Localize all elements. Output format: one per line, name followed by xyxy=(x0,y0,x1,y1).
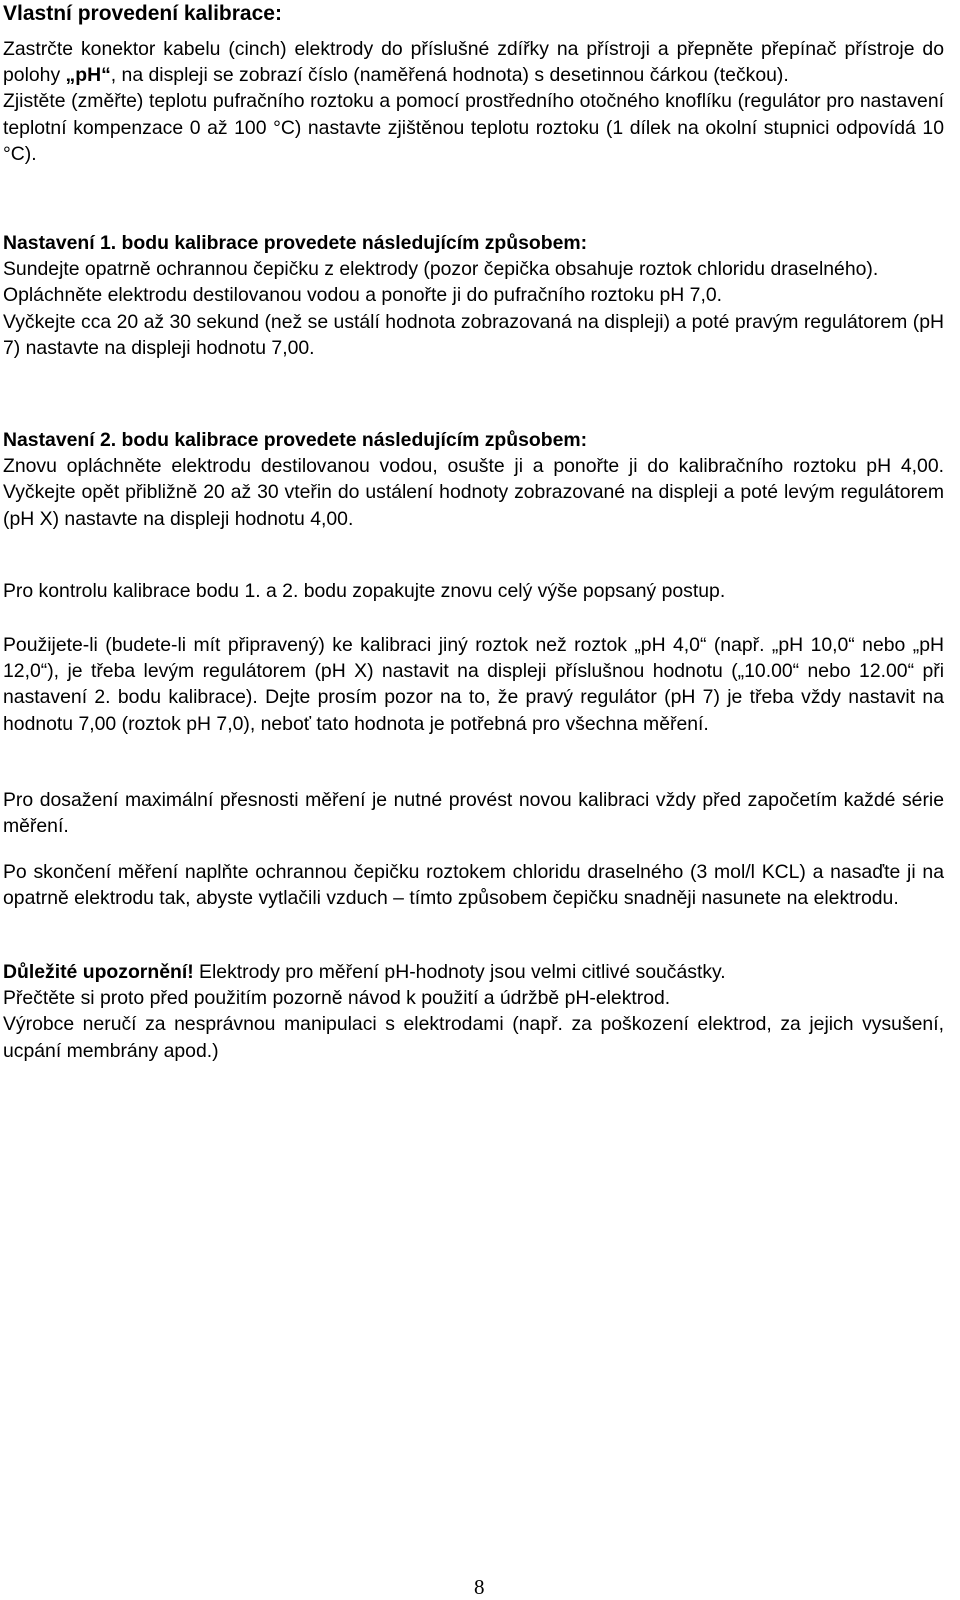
heading-section xyxy=(3,0,944,26)
step1-paragraph-1: Sundejte opatrně ochrannou čepičku z elektrody (pozor čepička obsahuje roztok chloridu draselného). xyxy=(3,258,879,281)
warning-paragraph-1 xyxy=(3,959,944,985)
warning-section xyxy=(3,959,944,1064)
intro-section xyxy=(3,36,944,167)
step1-paragraph-2: Opláchněte elektrodu destilovanou vodou a ponořte ji do pufračního roztoku pH 7,0. xyxy=(3,284,723,307)
step1-title-text: Nastavení 1. bodu kalibrace provedete následujícím způsobem: xyxy=(3,232,588,254)
step1-title xyxy=(3,230,944,256)
intro-text-a: Zastrčte konektor kabelu (cinch) elektrody do příslušné zdířky na přístroji a přepněte přepínač přístroje do polohy xyxy=(3,38,944,87)
document-page xyxy=(3,0,944,1600)
control-paragraph: Pro kontrolu kalibrace bodu 1. a 2. bodu zopakujte znovu celý výše popsaný postup. xyxy=(3,580,726,602)
page-number: 8 xyxy=(474,1575,485,1599)
after-measurement-section xyxy=(3,859,944,911)
step2-title xyxy=(3,427,944,453)
warning-paragraph-2: Přečtěte si proto před použitím pozorně návod k použití a údržbě pH-elektrod. xyxy=(3,987,671,1010)
precision-paragraph: Pro dosažení maximální přesnosti měření je nutné provést novou kalibraci vždy před započetím každé série měření. xyxy=(3,789,944,838)
precision-section xyxy=(3,787,944,839)
step2-section xyxy=(3,427,944,532)
ph-position-label: „pH“ xyxy=(65,64,111,87)
intro-paragraph-2: Zjistěte (změřte) teplotu pufračního roztoku a pomocí prostředního otočného knoflíku (regulátor pro nastavení teplotní kompenzace 0 až 100 °C) nastavte zjištěnou teplotu roztoku (1 dílek na okolní stupnici odpovídá 10 °C). xyxy=(3,90,944,165)
warning-text-1: Elektrody pro měření pH-hodnoty jsou velmi citlivé součástky. xyxy=(193,961,726,983)
step1-section xyxy=(3,230,944,361)
after-measurement-paragraph: Po skončení měření naplňte ochrannou čepičku roztokem chloridu draselného (3 mol/l KCL) a nasaďte ji na opatrně elektrodu tak, abyste vytlačili vzduch – tímto způsobem čepičku snadněji nasunete na elektrodu. xyxy=(3,861,944,910)
step1-paragraph-3: Vyčkejte cca 20 až 30 sekund (než se ustálí hodnota zobrazovaná na displeji) a poté pravým regulátorem (pH 7) nastavte na displeji hodnotu 7,00. xyxy=(3,310,944,359)
step2-title-text: Nastavení 2. bodu kalibrace provedete následujícím způsobem: xyxy=(3,429,588,451)
page-heading: Vlastní provedení kalibrace: xyxy=(3,2,282,25)
warning-label: Důležité upozornění! xyxy=(3,961,194,983)
intro-text-b: , na displeji se zobrazí číslo (naměřená hodnota) s desetinnou čárkou (tečkou). xyxy=(110,64,789,87)
other-solution-section xyxy=(3,632,944,737)
warning-paragraph-3: Výrobce neručí za nesprávnou manipulaci s elektrodami (např. za poškození elektrod, za jejich vysušení, ucpání membrány apod.) xyxy=(3,1013,944,1062)
intro-paragraph-1 xyxy=(3,36,944,88)
step2-paragraph-1: Znovu opláchněte elektrodu destilovanou vodou, osušte ji a ponořte ji do kalibračního roztoku pH 4,00. Vyčkejte opět přibližně 20 až 30 vteřin do ustálení hodnoty zobrazované na displeji a poté levým regulátorem (pH X) nastavte na displeji hodnotu 4,00. xyxy=(3,455,944,530)
control-section xyxy=(3,578,944,604)
other-solution-paragraph: Použijete-li (budete-li mít připravený) ke kalibraci jiný roztok než roztok „pH 4,0“ (např. „pH 10,0“ nebo „pH 12,0“), je třeba levým regulátorem (pH X) nastavit na displeji příslušnou hodnotu („10.00“ nebo 12.00“ při nastavení 2. bodu kalibrace). Dejte prosím pozor na to, že pravý regulátor (pH 7) je třeba vždy nastavit na hodnotu 7,00 (roztok pH 7,0), neboť tato hodnota je potřebná pro všechna měření. xyxy=(3,634,944,735)
